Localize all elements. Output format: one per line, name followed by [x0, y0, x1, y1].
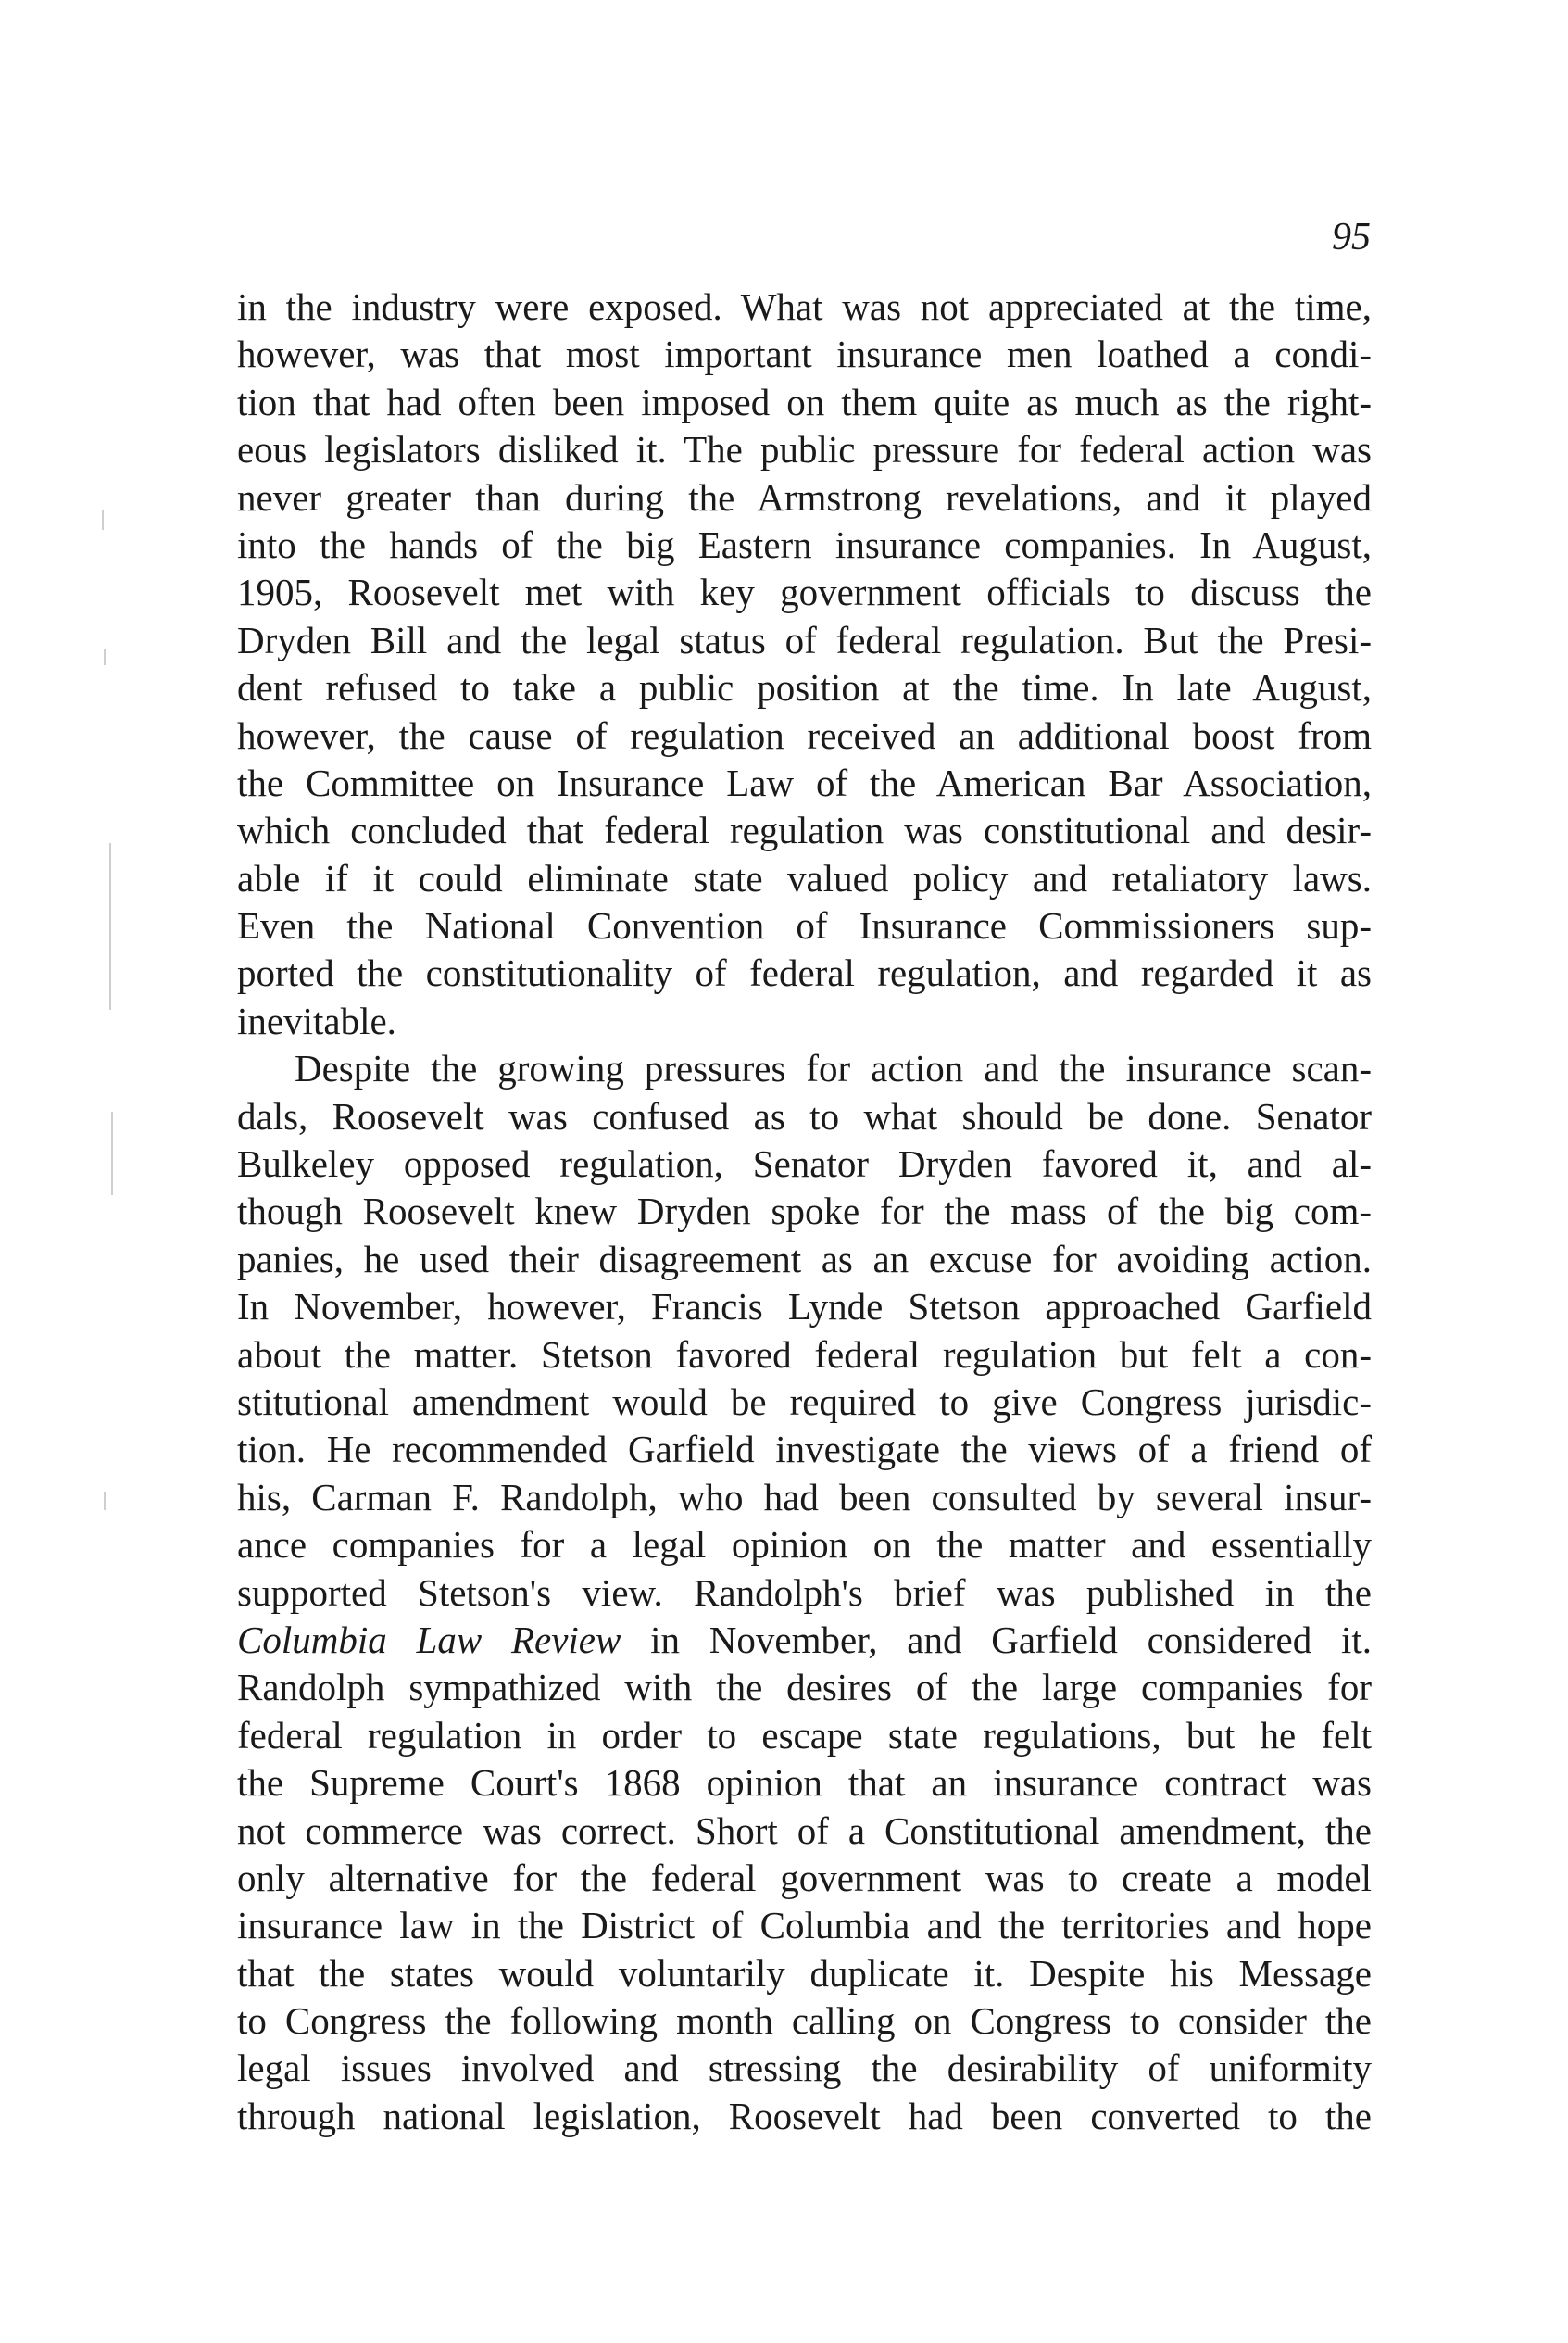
text-line: though Roosevelt knew Dryden spoke for the mass of the big com-	[237, 1190, 1372, 1233]
text-line: which concluded that federal regulation was constitutional and desir-	[237, 809, 1372, 852]
text-line: ance companies for a legal opinion on the matter and essentially	[237, 1523, 1372, 1567]
italic-title: Columbia Law Review	[237, 1618, 621, 1661]
text-line: legal issues involved and stressing the desirability of uniformity	[237, 2047, 1372, 2090]
text-line: insurance law in the District of Columbia and the territories and hope	[237, 1904, 1372, 1947]
text-line-rest: in November, and Garfield considered it.	[621, 1618, 1373, 1661]
text-line: stitutional amendment would be required to give Congress jurisdic-	[237, 1379, 1372, 1423]
text-line: however, was that most important insurance men loathed a condi-	[237, 333, 1372, 376]
text-line	[237, 1617, 1372, 1664]
text-line: not commerce was correct. Short of a Constitutional amendment, the	[237, 1808, 1372, 1852]
text-line: Even the National Convention of Insurance Commissioners sup-	[237, 904, 1372, 948]
text-line: Dryden Bill and the legal status of federal regulation. But the Presi-	[237, 618, 1372, 661]
text-line: to Congress the following month calling on Congress to consider the	[237, 1999, 1372, 2043]
text-line: dals, Roosevelt was confused as to what should be done. Senator	[237, 1094, 1372, 1138]
text-line: Despite the growing pressures for action and the insurance scan-	[295, 1047, 1372, 1090]
text-line: the Supreme Court's 1868 opinion that an insurance contract was	[237, 1761, 1372, 1805]
body-text	[237, 283, 1372, 2140]
text-line: able if it could eliminate state valued policy and retaliatory laws.	[237, 856, 1372, 900]
text-line: his, Carman F. Randolph, who had been consulted by several insur-	[237, 1475, 1372, 1518]
text-line: Bulkeley opposed regulation, Senator Dryden favored it, and al-	[237, 1142, 1372, 1186]
text-line: ported the constitutionality of federal regulation, and regarded it as	[237, 951, 1372, 995]
text-line: the Committee on Insurance Law of the American Bar Association,	[237, 761, 1372, 804]
text-line: tion that had often been imposed on them quite as much as the right-	[237, 380, 1372, 423]
text-line: panies, he used their disagreement as an excuse for avoiding action.	[237, 1237, 1372, 1280]
scan-artifact-marks	[93, 510, 120, 1529]
text-line: federal regulation in order to escape state regulations, but he felt	[237, 1713, 1372, 1757]
text-line: inevitable.	[237, 999, 396, 1042]
text-line: tion. He recommended Garfield investigate the views of a friend of	[237, 1428, 1372, 1471]
text-line: Randolph sympathized with the desires of the large companies for	[237, 1666, 1372, 1709]
text-line: dent refused to take a public position at the time. In late August,	[237, 666, 1372, 710]
text-line: however, the cause of regulation received an additional boost from	[237, 713, 1372, 757]
text-line: never greater than during the Armstrong revelations, and it played	[237, 475, 1372, 519]
text-line: in the industry were exposed. What was not appreciated at the time,	[237, 285, 1372, 328]
text-line: through national legislation, Roosevelt had been converted to the	[237, 2094, 1372, 2137]
page-number: 95	[1332, 216, 1371, 258]
text-line: 1905, Roosevelt met with key government officials to discuss the	[237, 571, 1372, 614]
text-line: In November, however, Francis Lynde Stetson approached Garfield	[237, 1285, 1372, 1329]
text-line: supported Stetson's view. Randolph's brief was published in the	[237, 1570, 1372, 1614]
text-line: only alternative for the federal government was to create a model	[237, 1856, 1372, 1899]
text-line: that the states would voluntarily duplicate it. Despite his Message	[237, 1951, 1372, 1995]
text-line: about the matter. Stetson favored federal regulation but felt a con-	[237, 1332, 1372, 1376]
text-line: into the hands of the big Eastern insurance companies. In August,	[237, 523, 1372, 566]
text-line: eous legislators disliked it. The public pressure for federal action was	[237, 428, 1372, 472]
